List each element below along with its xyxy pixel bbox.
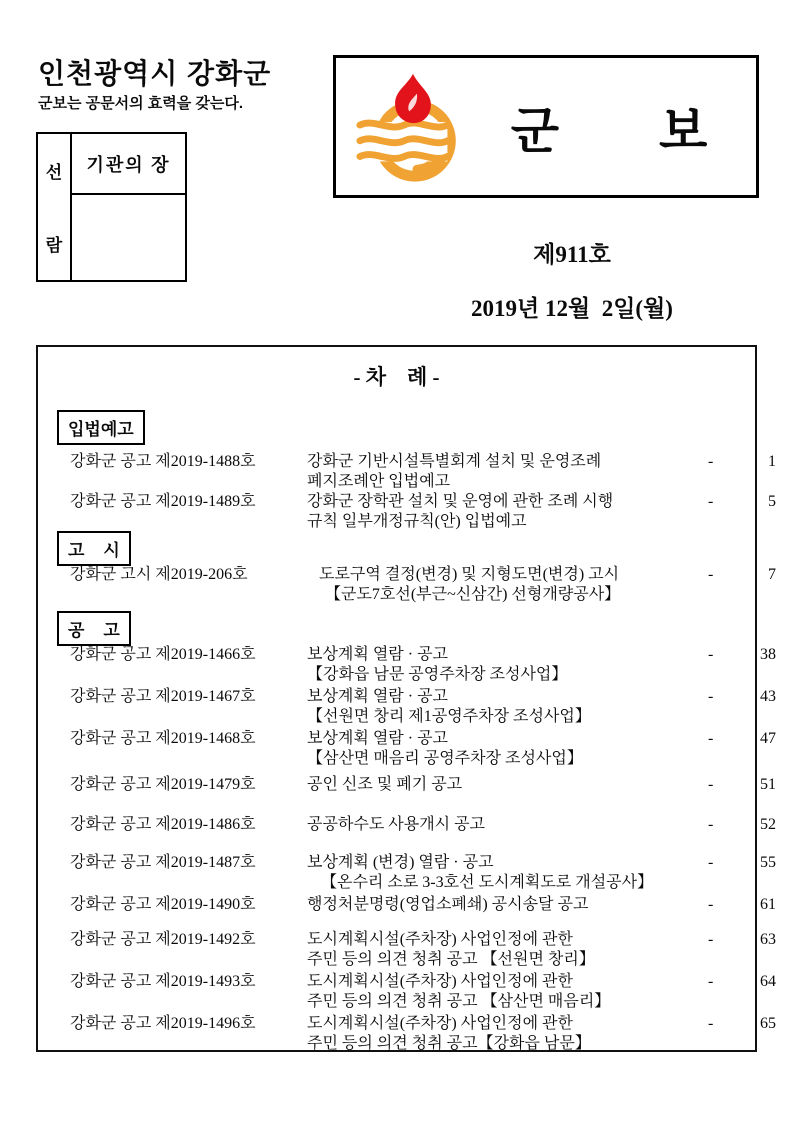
toc-entry-title — [307, 1014, 703, 1054]
toc-entry-page-number: 47 — [760, 730, 776, 747]
toc-entry-page-dash: - — [708, 688, 714, 705]
toc-entry-title — [307, 815, 703, 835]
toc-entry-page — [708, 452, 776, 472]
toc-entry-page-number: 51 — [760, 776, 776, 793]
toc-entry-number: 강화군 공고 제2019-1489호 — [70, 493, 256, 510]
toc-entry-page — [708, 687, 776, 707]
issue-date: 2019년 12월 2일(월) — [471, 296, 673, 321]
toc-section-label: 입법예고 — [57, 410, 145, 445]
toc-entry-title-line: 공인 신조 및 폐기 공고 — [307, 776, 463, 793]
toc-entry-title — [307, 930, 703, 970]
toc-entry-page-dash: - — [708, 730, 714, 747]
masthead-box — [333, 55, 759, 198]
toc-entry-number: 강화군 공고 제2019-1487호 — [70, 854, 256, 871]
toc-entry-page-dash: - — [708, 973, 714, 990]
stamp-label-char-bottom: 람 — [45, 236, 63, 255]
toc-entry-page-number: 43 — [760, 688, 776, 705]
toc-entry-page-dash: - — [708, 453, 714, 470]
stamp-right-column — [72, 134, 185, 280]
toc-entry-title — [307, 972, 703, 1012]
toc-entry-title-line: 도시계획시설(주차장) 사업인정에 관한 — [307, 931, 573, 948]
toc-entry-title-line: 【선원면 창리 제1공영주차장 조성사업】 — [307, 708, 591, 725]
toc-entry-page-dash: - — [708, 566, 714, 583]
toc-entry-page-dash: - — [708, 776, 714, 793]
toc-entry-page-dash: - — [708, 854, 714, 871]
toc-entry-title-line: 보상계획 열람 · 공고 — [307, 688, 448, 705]
toc-entry-title-line: 【강화읍 남문 공영주차장 조성사업】 — [307, 666, 568, 683]
toc-entry-page-number: 65 — [760, 1015, 776, 1032]
toc-entry-number: 강화군 공고 제2019-1490호 — [70, 896, 256, 913]
toc-entry-page-number: 55 — [760, 854, 776, 871]
gazette-title: 군 보 — [510, 102, 708, 159]
toc-entry-number: 강화군 공고 제2019-1492호 — [70, 931, 256, 948]
toc-entry-title-line: 주민 등의 의견 청취 공고【강화읍 남문】 — [307, 1035, 591, 1052]
toc-entry-title — [307, 687, 703, 727]
toc-entry-page-dash: - — [708, 931, 714, 948]
toc-section-label: 고 시 — [57, 531, 131, 566]
toc-entry-title — [319, 565, 715, 605]
toc-entry-title-line: 【군도7호선(부근~신삼간) 선형개량공사】 — [325, 586, 621, 603]
toc-entry-title-line: 규칙 일부개정규칙(안) 입법예고 — [307, 513, 527, 530]
toc-entry-page — [708, 972, 776, 992]
toc-entry-title — [307, 645, 703, 685]
toc-entry-title-line: 주민 등의 의견 청취 공고 【선원면 창리】 — [307, 951, 595, 968]
stamp-signature-cell — [72, 195, 185, 280]
toc-entry-page-dash: - — [708, 646, 714, 663]
toc-entry-page — [708, 815, 776, 835]
toc-entry-title-line: 도시계획시설(주차장) 사업인정에 관한 — [307, 973, 573, 990]
toc-entry-number: 강화군 공고 제2019-1479호 — [70, 776, 256, 793]
toc-entry-number: 강화군 공고 제2019-1496호 — [70, 1015, 256, 1032]
toc-entry-title — [307, 492, 703, 532]
toc-entry-title-line: 【온수리 소로 3-3호선 도시계획도로 개설공사】 — [321, 874, 654, 891]
toc-entry-page-number: 7 — [768, 566, 776, 583]
toc-entry-title-line: 보상계획 열람 · 공고 — [307, 646, 448, 663]
stamp-header-cell: 기관의 장 — [72, 134, 185, 195]
toc-entry-page-dash: - — [708, 896, 714, 913]
toc-entry-number: 강화군 공고 제2019-1488호 — [70, 453, 256, 470]
county-emblem-icon — [354, 68, 472, 186]
toc-entry-page-number: 63 — [760, 931, 776, 948]
toc-entry-title-line: 도시계획시설(주차장) 사업인정에 관한 — [307, 1015, 573, 1032]
issue-block — [360, 236, 784, 323]
toc-entry-number: 강화군 공고 제2019-1468호 — [70, 730, 256, 747]
toc-entry-title — [307, 895, 703, 915]
gazette-motto: 군보는 공문서의 효력을 갖는다. — [38, 95, 244, 112]
toc-entry-title — [307, 853, 703, 893]
stamp-vertical-label — [38, 134, 72, 280]
toc-entry-page-number: 38 — [760, 646, 776, 663]
toc-entry-title-line: 주민 등의 의견 청취 공고 【삼산면 매음리】 — [307, 993, 611, 1010]
toc-entry-title-line: 강화군 기반시설특별회계 설치 및 운영조례 — [307, 453, 602, 470]
toc-section-label: 공 고 — [57, 611, 131, 646]
toc-entry-page — [708, 1014, 776, 1034]
toc-entry-page-number: 64 — [760, 973, 776, 990]
toc-entry-title — [307, 729, 703, 769]
toc-entry-page — [708, 492, 776, 512]
toc-entry-page — [708, 729, 776, 749]
review-stamp-table — [36, 132, 187, 282]
toc-entry-title-line: 행정처분명령(영업소폐쇄) 공시송달 공고 — [307, 896, 589, 913]
stamp-label-char-top: 선 — [45, 163, 63, 182]
toc-entry-title-line: 【삼산면 매음리 공영주차장 조성사업】 — [307, 750, 583, 767]
issue-number: 제911호 — [533, 242, 611, 267]
org-title: 인천광역시 강화군 — [38, 58, 272, 89]
toc-entry-page — [708, 565, 776, 585]
toc-entry-title-line: 보상계획 (변경) 열람 · 공고 — [307, 854, 494, 871]
toc-entry-number: 강화군 고시 제2019-206호 — [70, 566, 248, 583]
toc-entry-title-line: 폐지조례안 입법예고 — [307, 473, 451, 490]
toc-entry-title — [307, 452, 703, 492]
toc-entry-title-line: 도로구역 결정(변경) 및 지형도면(변경) 고시 — [319, 566, 620, 583]
toc-entry-title — [307, 775, 703, 795]
toc-entry-page-dash: - — [708, 1015, 714, 1032]
toc-entry-title-line: 보상계획 열람 · 공고 — [307, 730, 448, 747]
toc-entry-title-line: 강화군 장학관 설치 및 운영에 관한 조례 시행 — [307, 493, 614, 510]
table-of-contents-box — [36, 345, 776, 1052]
toc-entry-number: 강화군 공고 제2019-1467호 — [70, 688, 256, 705]
toc-entry-page-number: 5 — [768, 493, 776, 510]
toc-entry-number: 강화군 공고 제2019-1493호 — [70, 973, 256, 990]
toc-entry-page-number: 1 — [768, 453, 776, 470]
toc-entry-page — [708, 895, 776, 915]
toc-entry-title-line: 공공하수도 사용개시 공고 — [307, 816, 486, 833]
toc-entry-number: 강화군 공고 제2019-1466호 — [70, 646, 256, 663]
toc-title: - 차 례 - — [353, 365, 440, 389]
toc-entry-page-dash: - — [708, 816, 714, 833]
toc-entry-number: 강화군 공고 제2019-1486호 — [70, 816, 256, 833]
toc-entry-page — [708, 645, 776, 665]
toc-entry-page — [708, 853, 776, 873]
toc-entry-page-number: 61 — [760, 896, 776, 913]
toc-entry-page-dash: - — [708, 493, 714, 510]
toc-entry-page — [708, 930, 776, 950]
toc-entry-page-number: 52 — [760, 816, 776, 833]
toc-entry-page — [708, 775, 776, 795]
